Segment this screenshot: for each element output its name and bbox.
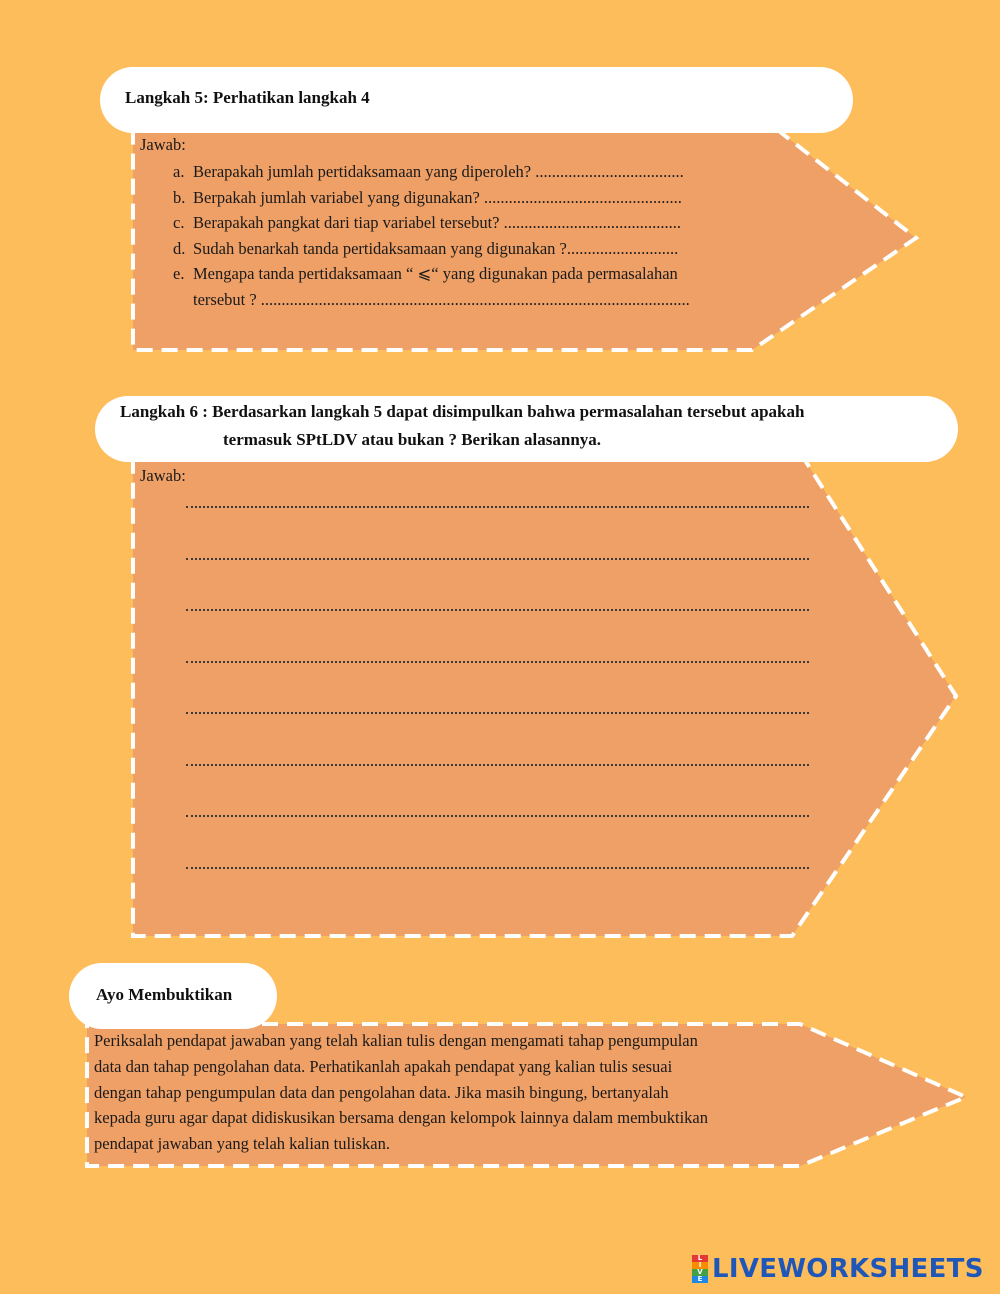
paragraph-line: data dan tahap pengolahan data. Perhatikanlah apakah pendapat yang kalian tulis sesuai bbox=[94, 1056, 673, 1076]
step6-arrow-panel bbox=[133, 440, 956, 936]
answer-line[interactable] bbox=[186, 710, 809, 714]
question-item: e. Mengapa tanda pertidaksamaan “ ⩽“ yang digunakan pada permasalahan bbox=[173, 264, 678, 283]
step5-question-list bbox=[173, 159, 690, 312]
paragraph-line: kepada guru agar dapat didiskusikan bersama dengan kelompok lainnya dalam membuktikan bbox=[94, 1108, 708, 1128]
prove-title-pill bbox=[69, 963, 277, 1029]
question-item: d. Sudah benarkah tanda pertidaksamaan yang digunakan ?........................... bbox=[173, 238, 679, 258]
answer-line[interactable] bbox=[186, 762, 809, 766]
liveworksheets-logo-icon: L I V E bbox=[692, 1255, 708, 1283]
paragraph-line: dengan tahap pengumpulan data dan pengolahan data. Jika masih bingung, bertanyalah bbox=[94, 1082, 669, 1102]
step6-title-line1: Langkah 6 : Berdasarkan langkah 5 dapat disimpulkan bahwa permasalahan tersebut apakah bbox=[120, 402, 805, 421]
step5-title-pill bbox=[100, 67, 853, 133]
prove-title: Ayo Membuktikan bbox=[96, 985, 233, 1004]
prove-paragraph bbox=[94, 1028, 864, 1157]
question-item: b. Berpakah jumlah variabel yang digunakan? ................................................ bbox=[173, 187, 682, 207]
answer-line[interactable] bbox=[186, 659, 809, 663]
answer-line[interactable] bbox=[186, 504, 809, 508]
question-item-continuation: tersebut ? ........................................................................................................ bbox=[193, 289, 690, 309]
step5-answer-label: Jawab: bbox=[140, 135, 186, 154]
paragraph-line: Periksalah pendapat jawaban yang telah kalian tulis dengan mengamati tahap pengumpulan bbox=[94, 1031, 698, 1050]
step6-title-pill bbox=[95, 396, 958, 462]
question-item: a. Berapakah jumlah pertidaksamaan yang diperoleh? .................................... bbox=[173, 162, 684, 181]
step5-title: Langkah 5: Perhatikan langkah 4 bbox=[125, 88, 370, 107]
answer-line[interactable] bbox=[186, 607, 809, 611]
logo-text: LIVEWORKSHEETS bbox=[712, 1254, 984, 1284]
answer-line[interactable] bbox=[186, 865, 809, 869]
step6-title-line2: termasuk SPtLDV atau bukan ? Berikan alasannya. bbox=[223, 430, 602, 449]
question-item: c. Berapakah pangkat dari tiap variabel tersebut? ........................................... bbox=[173, 213, 681, 232]
answer-line[interactable] bbox=[186, 813, 809, 817]
answer-line[interactable] bbox=[186, 556, 809, 560]
liveworksheets-logo[interactable] bbox=[692, 1252, 984, 1286]
paragraph-line: pendapat jawaban yang telah kalian tuliskan. bbox=[94, 1134, 390, 1154]
step6-answer-label: Jawab: bbox=[140, 466, 186, 485]
